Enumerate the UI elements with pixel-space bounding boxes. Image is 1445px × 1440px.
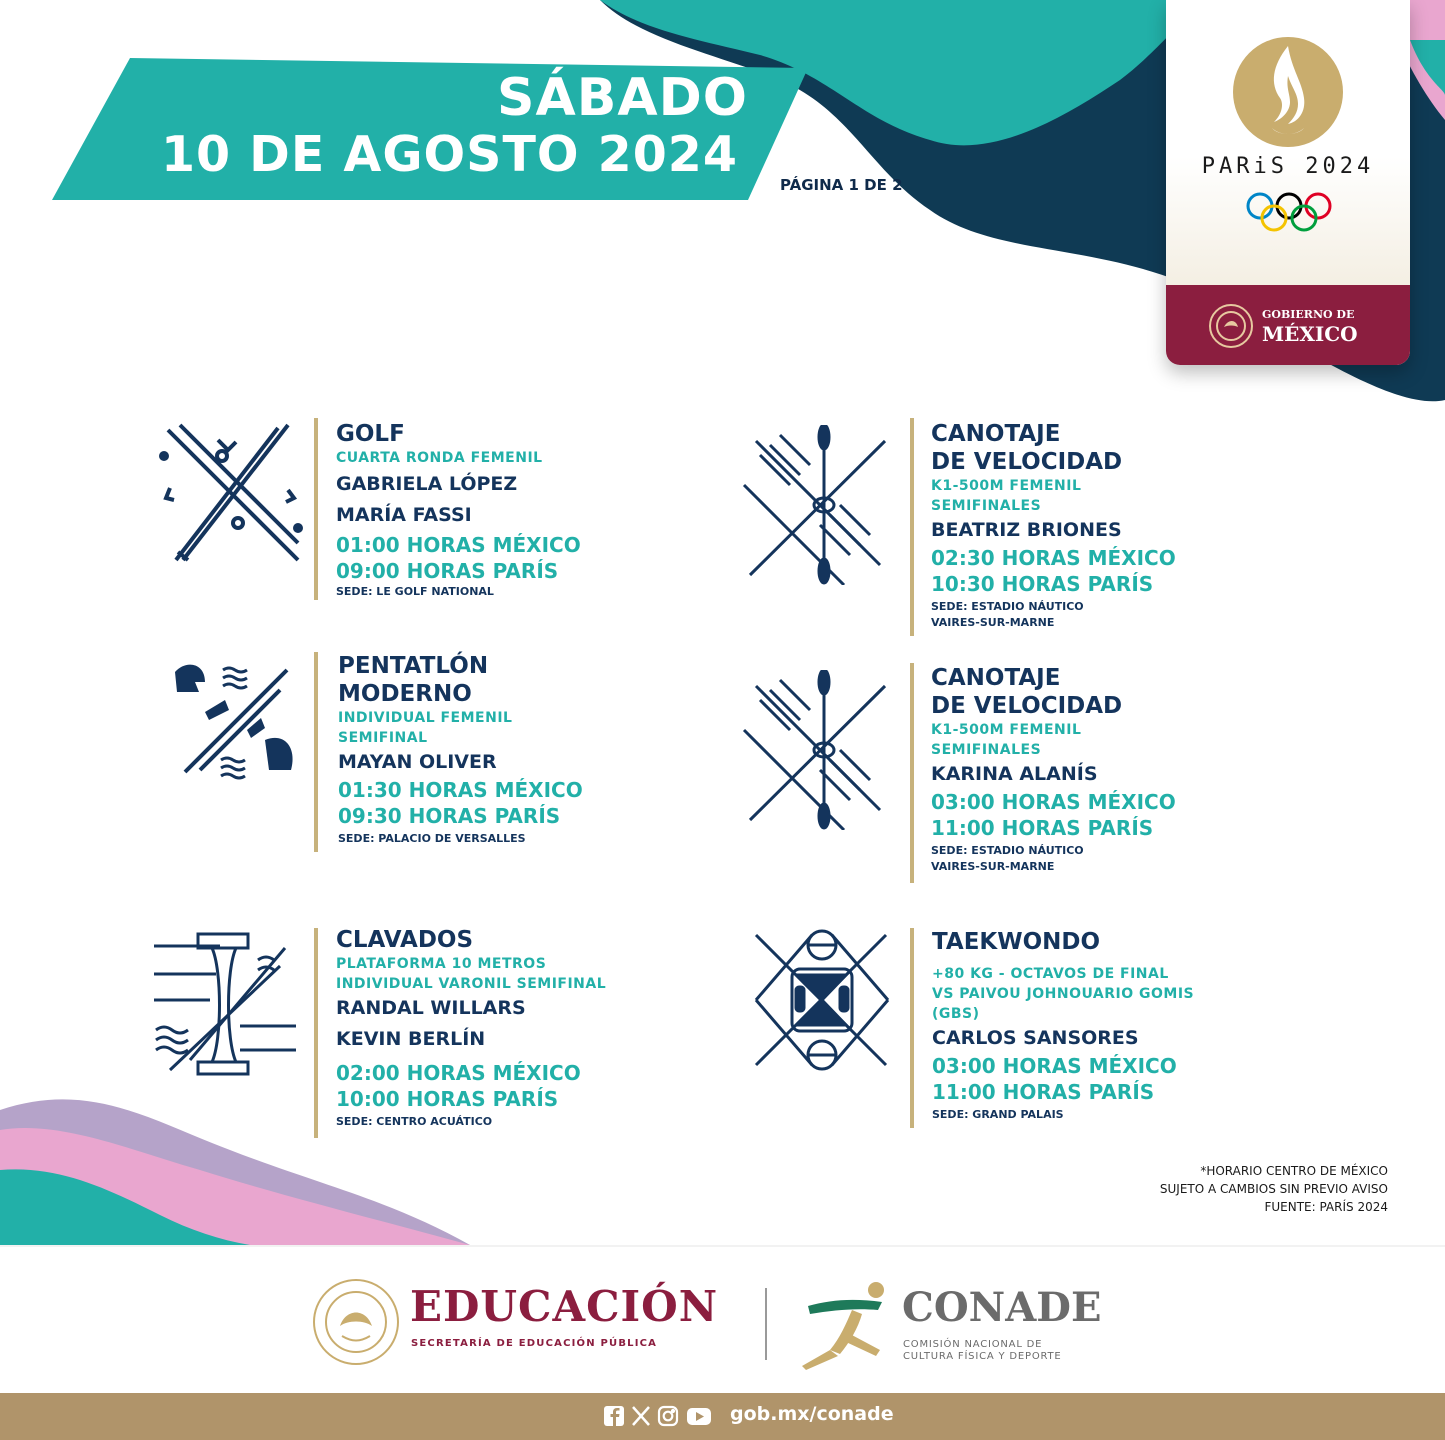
time-paris: 11:00 HORAS PARÍS xyxy=(932,1080,1155,1104)
facebook-icon[interactable] xyxy=(604,1406,624,1426)
time-paris: 10:00 HORAS PARÍS xyxy=(336,1087,559,1111)
paris-flame-emblem xyxy=(1232,36,1344,148)
time-mexico: 01:30 HORAS MÉXICO xyxy=(338,778,583,802)
time-paris: 11:00 HORAS PARÍS xyxy=(931,816,1154,840)
event-divider xyxy=(910,418,914,636)
x-icon[interactable] xyxy=(633,1407,649,1425)
time-mexico: 02:00 HORAS MÉXICO xyxy=(336,1061,581,1085)
footnote-line: *HORARIO CENTRO DE MÉXICO xyxy=(1200,1164,1388,1178)
athlete-name: BEATRIZ BRIONES xyxy=(931,519,1122,541)
event-category: VS PAIVOU JOHNOUARIO GOMIS xyxy=(932,986,1195,1002)
canoe-sprint-icon xyxy=(740,670,890,830)
event-category: SEMIFINALES xyxy=(931,742,1042,758)
athlete-name: CARLOS SANSORES xyxy=(932,1027,1139,1049)
venue: SEDE: LE GOLF NATIONAL xyxy=(336,585,494,598)
footnotes xyxy=(1160,1162,1388,1216)
time-paris: 09:00 HORAS PARÍS xyxy=(336,559,559,583)
event-category: INDIVIDUAL VARONIL SEMIFINAL xyxy=(336,976,607,992)
footer-bar xyxy=(0,1393,1445,1440)
instagram-icon[interactable] xyxy=(659,1407,677,1425)
youtube-icon[interactable] xyxy=(687,1408,711,1425)
sport-name: GOLF xyxy=(336,421,405,447)
athlete-name: GABRIELA LÓPEZ xyxy=(336,473,518,495)
athlete-name: MAYAN OLIVER xyxy=(338,751,497,773)
sport-name: DE VELOCIDAD xyxy=(931,693,1123,719)
sport-name: DE VELOCIDAD xyxy=(931,449,1123,475)
athlete-name: MARÍA FASSI xyxy=(336,504,472,526)
golf-icon xyxy=(158,420,306,570)
time-paris: 10:30 HORAS PARÍS xyxy=(931,572,1154,596)
sport-name: MODERNO xyxy=(338,681,472,707)
conade-logo-subtitle: COMISIÓN NACIONAL DE xyxy=(903,1339,1043,1350)
header-date: 10 DE AGOSTO 2024 xyxy=(160,126,738,183)
event-divider xyxy=(910,663,914,883)
athlete-name: KARINA ALANÍS xyxy=(931,763,1098,785)
time-mexico: 03:00 HORAS MÉXICO xyxy=(931,790,1176,814)
venue: SEDE: GRAND PALAIS xyxy=(932,1108,1064,1121)
event-category: CUARTA RONDA FEMENIL xyxy=(336,450,543,466)
conade-logo-title: CONADE xyxy=(902,1284,1102,1331)
canoe-sprint-icon xyxy=(740,425,890,585)
athlete-name: RANDAL WILLARS xyxy=(336,997,526,1019)
page-indicator: PÁGINA 1 DE 2 xyxy=(780,176,903,194)
paris-2024-card xyxy=(1166,0,1410,365)
venue: SEDE: CENTRO ACUÁTICO xyxy=(336,1115,493,1128)
event-divider xyxy=(910,928,914,1128)
sport-name: CANOTAJE xyxy=(931,665,1061,691)
educacion-logo-title: EDUCACIÓN xyxy=(410,1282,719,1331)
event-category: (GBS) xyxy=(932,1006,980,1022)
time-mexico: 01:00 HORAS MÉXICO xyxy=(336,533,581,557)
olympic-rings-icon xyxy=(1244,190,1334,234)
event-category: SEMIFINALES xyxy=(931,498,1042,514)
diving-icon xyxy=(150,930,300,1080)
sport-name: CLAVADOS xyxy=(336,927,474,953)
modern-pentathlon-icon xyxy=(165,652,305,784)
event-divider xyxy=(314,928,318,1138)
sep-seal-icon xyxy=(312,1278,400,1366)
educacion-logo-subtitle: SECRETARÍA DE EDUCACIÓN PÚBLICA xyxy=(411,1338,658,1349)
conade-runner-icon xyxy=(800,1280,896,1370)
venue: SEDE: ESTADIO NÁUTICO xyxy=(931,844,1084,857)
time-mexico: 03:00 HORAS MÉXICO xyxy=(932,1054,1177,1078)
venue: SEDE: ESTADIO NÁUTICO xyxy=(931,600,1084,613)
event-category: INDIVIDUAL FEMENIL xyxy=(338,710,513,726)
sport-name: TAEKWONDO xyxy=(932,929,1101,955)
event-divider xyxy=(314,418,318,600)
logo-divider xyxy=(765,1288,767,1360)
header-day: SÁBADO xyxy=(497,68,748,128)
event-category: PLATAFORMA 10 METROS xyxy=(336,956,547,972)
event-category: SEMIFINAL xyxy=(338,730,428,746)
social-icons xyxy=(603,1404,715,1428)
sport-name: CANOTAJE xyxy=(931,421,1061,447)
time-paris: 09:30 HORAS PARÍS xyxy=(338,804,561,828)
event-category: K1-500M FEMENIL xyxy=(931,478,1082,494)
time-mexico: 02:30 HORAS MÉXICO xyxy=(931,546,1176,570)
venue: SEDE: PALACIO DE VERSALLES xyxy=(338,832,526,845)
footnote-line: FUENTE: PARÍS 2024 xyxy=(1264,1200,1388,1214)
venue: VAIRES-SUR-MARNE xyxy=(931,860,1055,873)
paris-2024-wordmark: PARiS 2024 xyxy=(1201,154,1375,179)
event-category: +80 KG - OCTAVOS DE FINAL xyxy=(932,966,1169,982)
gobierno-line2: MÉXICO xyxy=(1262,322,1358,346)
taekwondo-icon xyxy=(752,925,892,1075)
gobierno-line1: GOBIERNO DE xyxy=(1262,308,1355,321)
conade-logo-subtitle: CULTURA FÍSICA Y DEPORTE xyxy=(903,1351,1062,1362)
event-divider xyxy=(314,652,318,852)
event-category: K1-500M FEMENIL xyxy=(931,722,1082,738)
sport-name: PENTATLÓN xyxy=(338,653,489,679)
footnote-line: SUJETO A CAMBIOS SIN PREVIO AVISO xyxy=(1159,1182,1388,1196)
footer-url[interactable]: gob.mx/conade xyxy=(730,1403,894,1425)
athlete-name: KEVIN BERLÍN xyxy=(336,1028,486,1050)
venue: VAIRES-SUR-MARNE xyxy=(931,616,1055,629)
escudo-icon xyxy=(1208,303,1254,349)
